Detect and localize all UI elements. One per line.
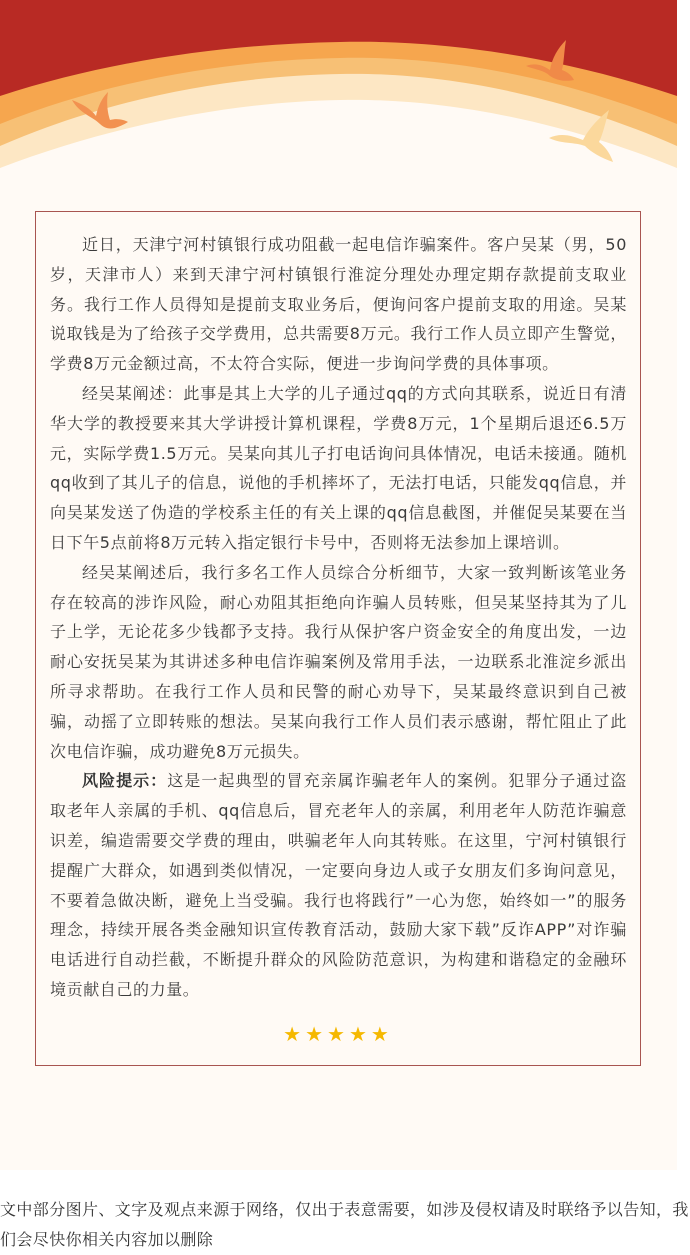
article-card — [35, 211, 641, 1066]
risk-warning-text: 这是一起典型的冒充亲属诈骗老年人的案例。犯罪分子通过盗取老年人亲属的手机、qq信息后，冒充老年人的亲属，利用老年人防范诈骗意识差，编造需要交学费的理由，哄骗老年人向其转账。在这里，宁河村镇银行提醒广大群众，如遇到类似情况，一定要向身边人或子女朋友们多询问意见，不要着急做决断，避免上当受骗。我行也将践行”一心为您，始终如一”的服务理念，持续开展各类金融知识宣传教育活动，鼓励大家下载”反诈APP”对诈骗电话进行自动拦截，不断提升群众的风险防范意识，为构建和谐稳定的金融环境贡献自己的力量。 — [50, 771, 627, 999]
risk-warning-paragraph — [50, 766, 627, 1004]
article-paragraph: 经吴某阐述后，我行多名工作人员综合分析细节，大家一致判断该笔业务存在较高的涉诈风险，耐心劝阻其拒绝向诈骗人员转账，但吴某坚持其为了儿子上学，无论花多少钱都予支持。我行从保护客户资金安全的角度出发，一边耐心安抚吴某为其讲述多种电信诈骗案例及常用手法，一边联系北淮淀乡派出所寻求帮助。在我行工作人员和民警的耐心劝导下，吴某最终意识到自己被骗，动摇了立即转账的想法。吴某向我行工作人员们表示感谢，帮忙阻止了此次电信诈骗，成功避免8万元损失。 — [50, 562, 627, 761]
header-banner — [0, 0, 677, 200]
risk-warning-label: 风险提示： — [82, 771, 168, 791]
star-rating: ★★★★★ — [283, 1022, 393, 1046]
article-paragraph: 近日，天津宁河村镇银行成功阻截一起电信诈骗案件。客户吴某（男，50岁，天津市人）来到天津宁河村镇银行淮淀分理处办理定期存款提前支取业务。我行工作人员得知是提前支取业务后，便询问客户提前支取的用途。吴某说取钱是为了给孩子交学费用，总共需要8万元。我行工作人员立即产生警觉，学费8万元金额过高，不太符合实际，便进一步询问学费的具体事项。 — [50, 235, 627, 374]
article-paragraph: 经吴某阐述：此事是其上大学的儿子通过qq的方式向其联系，说近日有清华大学的教授要来其大学讲授计算机课程，学费8万元，1个星期后退还6.5万元，实际学费1.5万元。吴某向其儿子打电话询问具体情况，电话未接通。随机qq收到了其儿子的信息，说他的手机摔坏了，无法打电话，只能发qq信息，并向吴某发送了伪造的学校系主任的有关上课的qq信息截图，并催促吴某要在当日下午5点前将8万元转入指定银行卡号中，否则将无法参加上课培训。 — [50, 383, 627, 552]
footer-disclaimer: 文中部分图片、文字及观点来源于网络，仅出于表意需要，如涉及侵权请及时联络予以告知，我们会尽快你相关内容加以删除 — [0, 1200, 689, 1249]
